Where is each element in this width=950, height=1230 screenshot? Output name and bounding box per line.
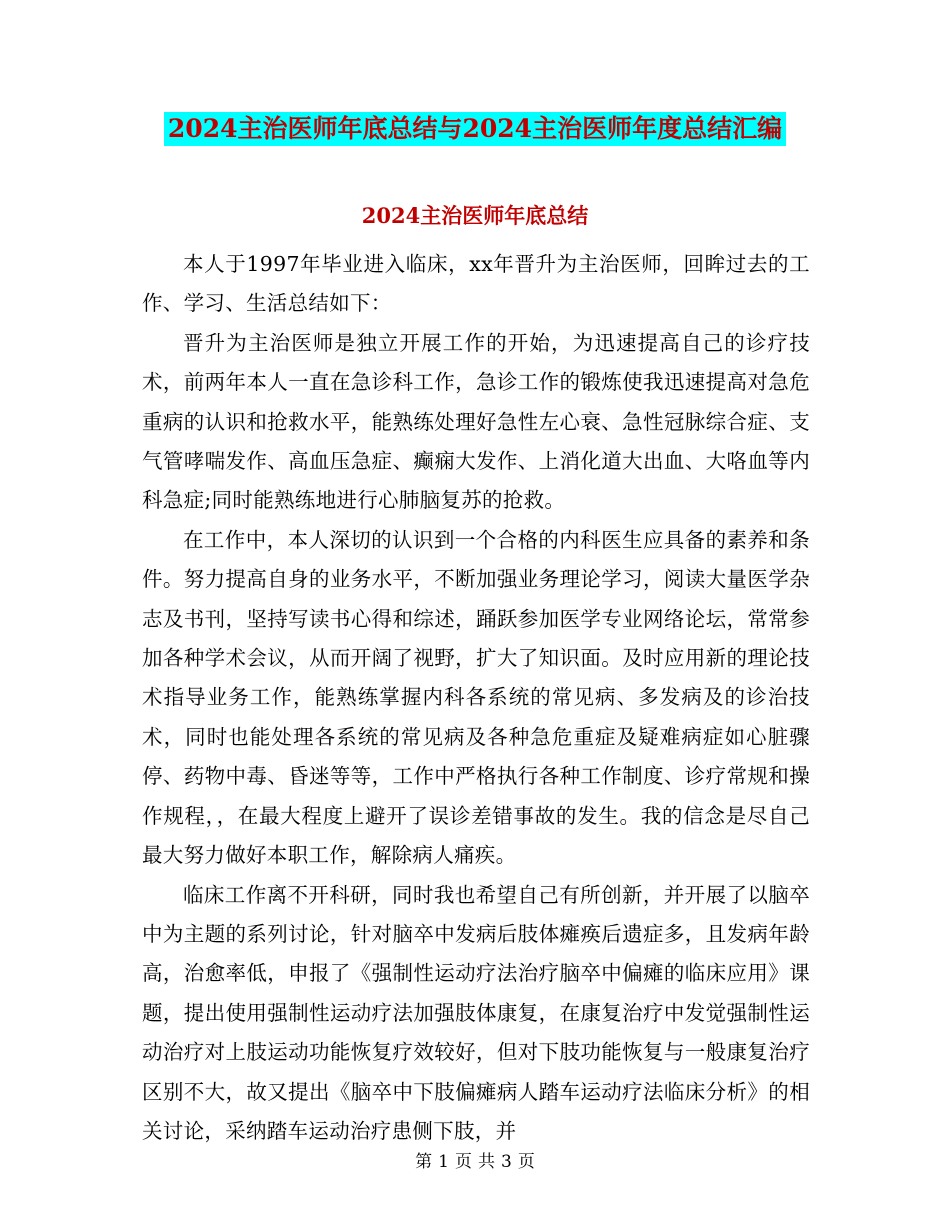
footer-total-word: 共 — [478, 1152, 495, 1172]
document-title: 2024主治医师年底总结与2024主治医师年度总结汇编 — [164, 112, 786, 146]
footer-prefix: 第 — [415, 1152, 433, 1172]
paragraph: 在工作中，本人深切的认识到一个合格的内科医生应具备的素养和条件。努力提高自身的业务水平，不断加强业务理论学习，阅读大量医学杂志及书刊，坚持写读书心得和综述，踊跃参加医学专业网络论坛，常常参加各种学术会议，从而开阔了视野，扩大了知识面。及时应用新的理论技术指导业务工作，能熟练掌握内科各系统的常见病、多发病及的诊治技术，同时也能处理各系统的常见病及各种急危重症及疑难病症如心脏骤停、药物中毒、昏迷等等，工作中严格执行各种工作制度、诊疗常规和操作规程，，在最大程度上避开了误诊差错事故的发生。我的信念是尽自己最大努力做好本职工作，解除病人痛疾。 — [142, 527, 810, 868]
document-body — [142, 245, 810, 1151]
footer-page-number: 1 — [438, 1152, 449, 1172]
section-title: 2024主治医师年底总结 — [361, 203, 589, 228]
paragraph: 本人于1997年毕业进入临床，xx年晋升为主治医师，回眸过去的工作、学习、生活总结如下： — [142, 252, 810, 316]
paragraph: 临床工作离不开科研，同时我也希望自己有所创新，并开展了以脑卒中为主题的系列讨论，针对脑卒中发病后肢体瘫痪后遗症多，且发病年龄高，治愈率低，申报了《强制性运动疗法治疗脑卒中偏瘫的临床应用》课题，提出使用强制性运动疗法加强肢体康复，在康复治疗中发觉强制性运动治疗对上肢运动功能恢复疗效较好，但对下肢功能恢复与一般康复治疗区别不大，故又提出《脑卒中下肢偏瘫病人踏车运动疗法临床分析》的相关讨论，采纳踏车运动治疗患侧下肢，并 — [142, 882, 810, 1143]
document-title-wrapper — [0, 112, 950, 146]
paragraph: 晋升为主治医师是独立开展工作的开始，为迅速提高自己的诊疗技术，前两年本人一直在急诊科工作，急诊工作的锻炼使我迅速提高对急危重病的认识和抢救水平，能熟练处理好急性左心衰、急性冠脉综合症、支气管哮喘发作、高血压急症、癫痫大发作、上消化道大出血、大咯血等内科急症;同时能熟练地进行心肺脑复苏的抢救。 — [142, 330, 810, 513]
page-footer — [0, 1150, 950, 1174]
footer-total-pages: 3 — [501, 1152, 512, 1172]
footer-suffix: 页 — [517, 1152, 535, 1172]
footer-page-word: 页 — [455, 1152, 472, 1172]
